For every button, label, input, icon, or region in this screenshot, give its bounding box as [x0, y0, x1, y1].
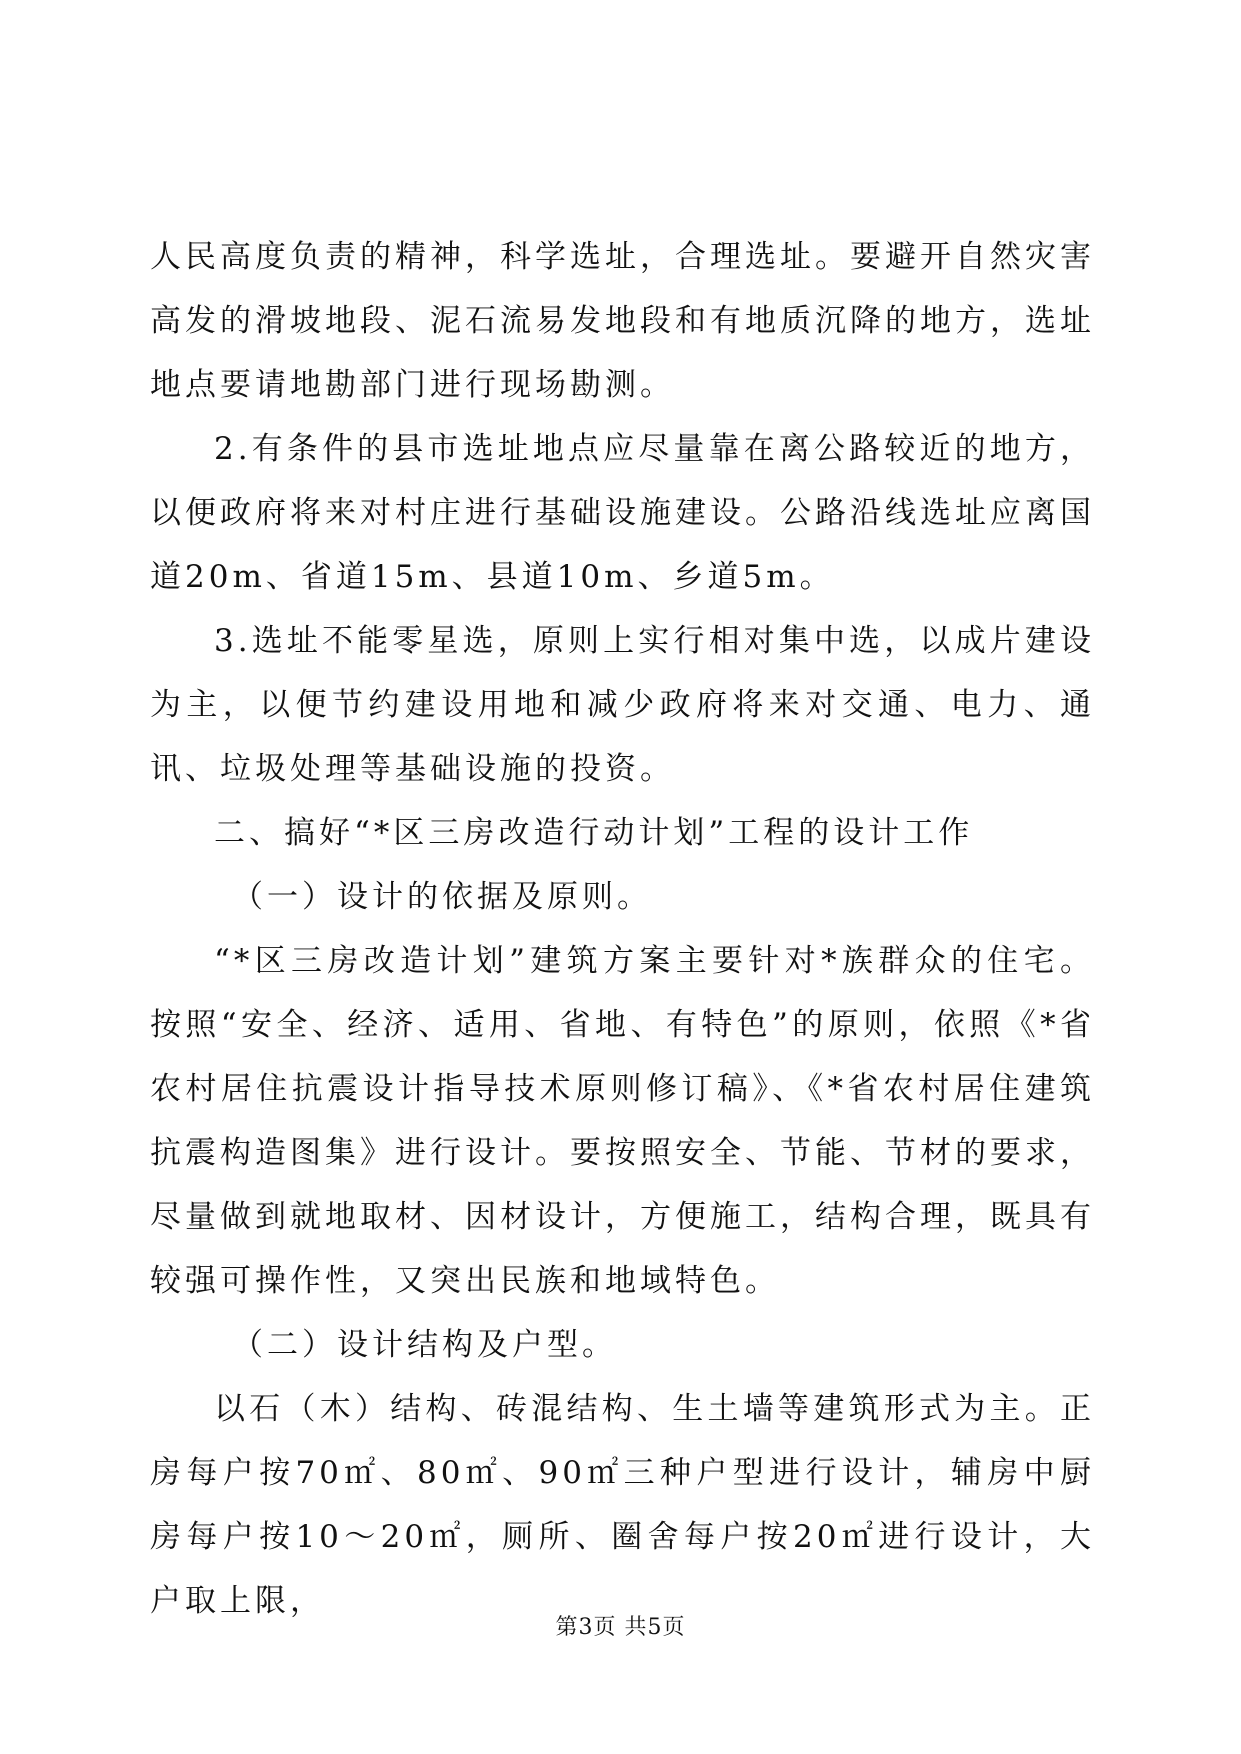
paragraph-site-selection-principles: 人民高度负责的精神，科学选址，合理选址。要避开自然灾害高发的滑坡地段、泥石流易发地段和有地质沉降的地方，选址地点要请地勘部门进行现场勘测。	[150, 239, 1095, 403]
subheading-structure-layout: （二）设计结构及户型。	[232, 1327, 617, 1363]
paragraph-design-basis-body: “*区三房改造计划”建筑方案主要针对*族群众的住宅。按照“安全、经济、适用、省地、有特色”的原则，依照《*省农村居住抗震设计指导技术原则修订稿》、《*省农村居住建筑抗震构造图集》进行设计。要按照安全、节能、节材的要求，尽量做到就地取材、因材设计，方便施工，结构合理，既具有较强可操作性，又突出民族和地域特色。	[150, 943, 1095, 1299]
paragraph-item-3-concentrated-site: 3.选址不能零星选，原则上实行相对集中选，以成片建设为主，以便节约建设用地和减少政府将来对交通、电力、通讯、垃圾处理等基础设施的投资。	[150, 623, 1095, 787]
document-body	[150, 225, 1095, 1633]
paragraph-item-2-road-distance: 2.有条件的县市选址地点应尽量靠在离公路较近的地方，以便政府将来对村庄进行基础设施建设。公路沿线选址应离国道20m、省道15m、县道10m、乡道5m。	[150, 431, 1095, 595]
paragraph-structure-layout-body: 以石（木）结构、砖混结构、生土墙等建筑形式为主。正房每户按70㎡、80㎡、90㎡三种户型进行设计，辅房中厨房每户按10～20㎡，厕所、圈舍每户按20㎡进行设计，大户取上限，	[150, 1391, 1095, 1619]
section-heading-design-work: 二、搞好“*区三房改造行动计划”工程的设计工作	[214, 815, 974, 851]
subheading-design-basis: （一）设计的依据及原则。	[232, 879, 652, 915]
page-footer: 第3页 共5页	[555, 1615, 686, 1640]
